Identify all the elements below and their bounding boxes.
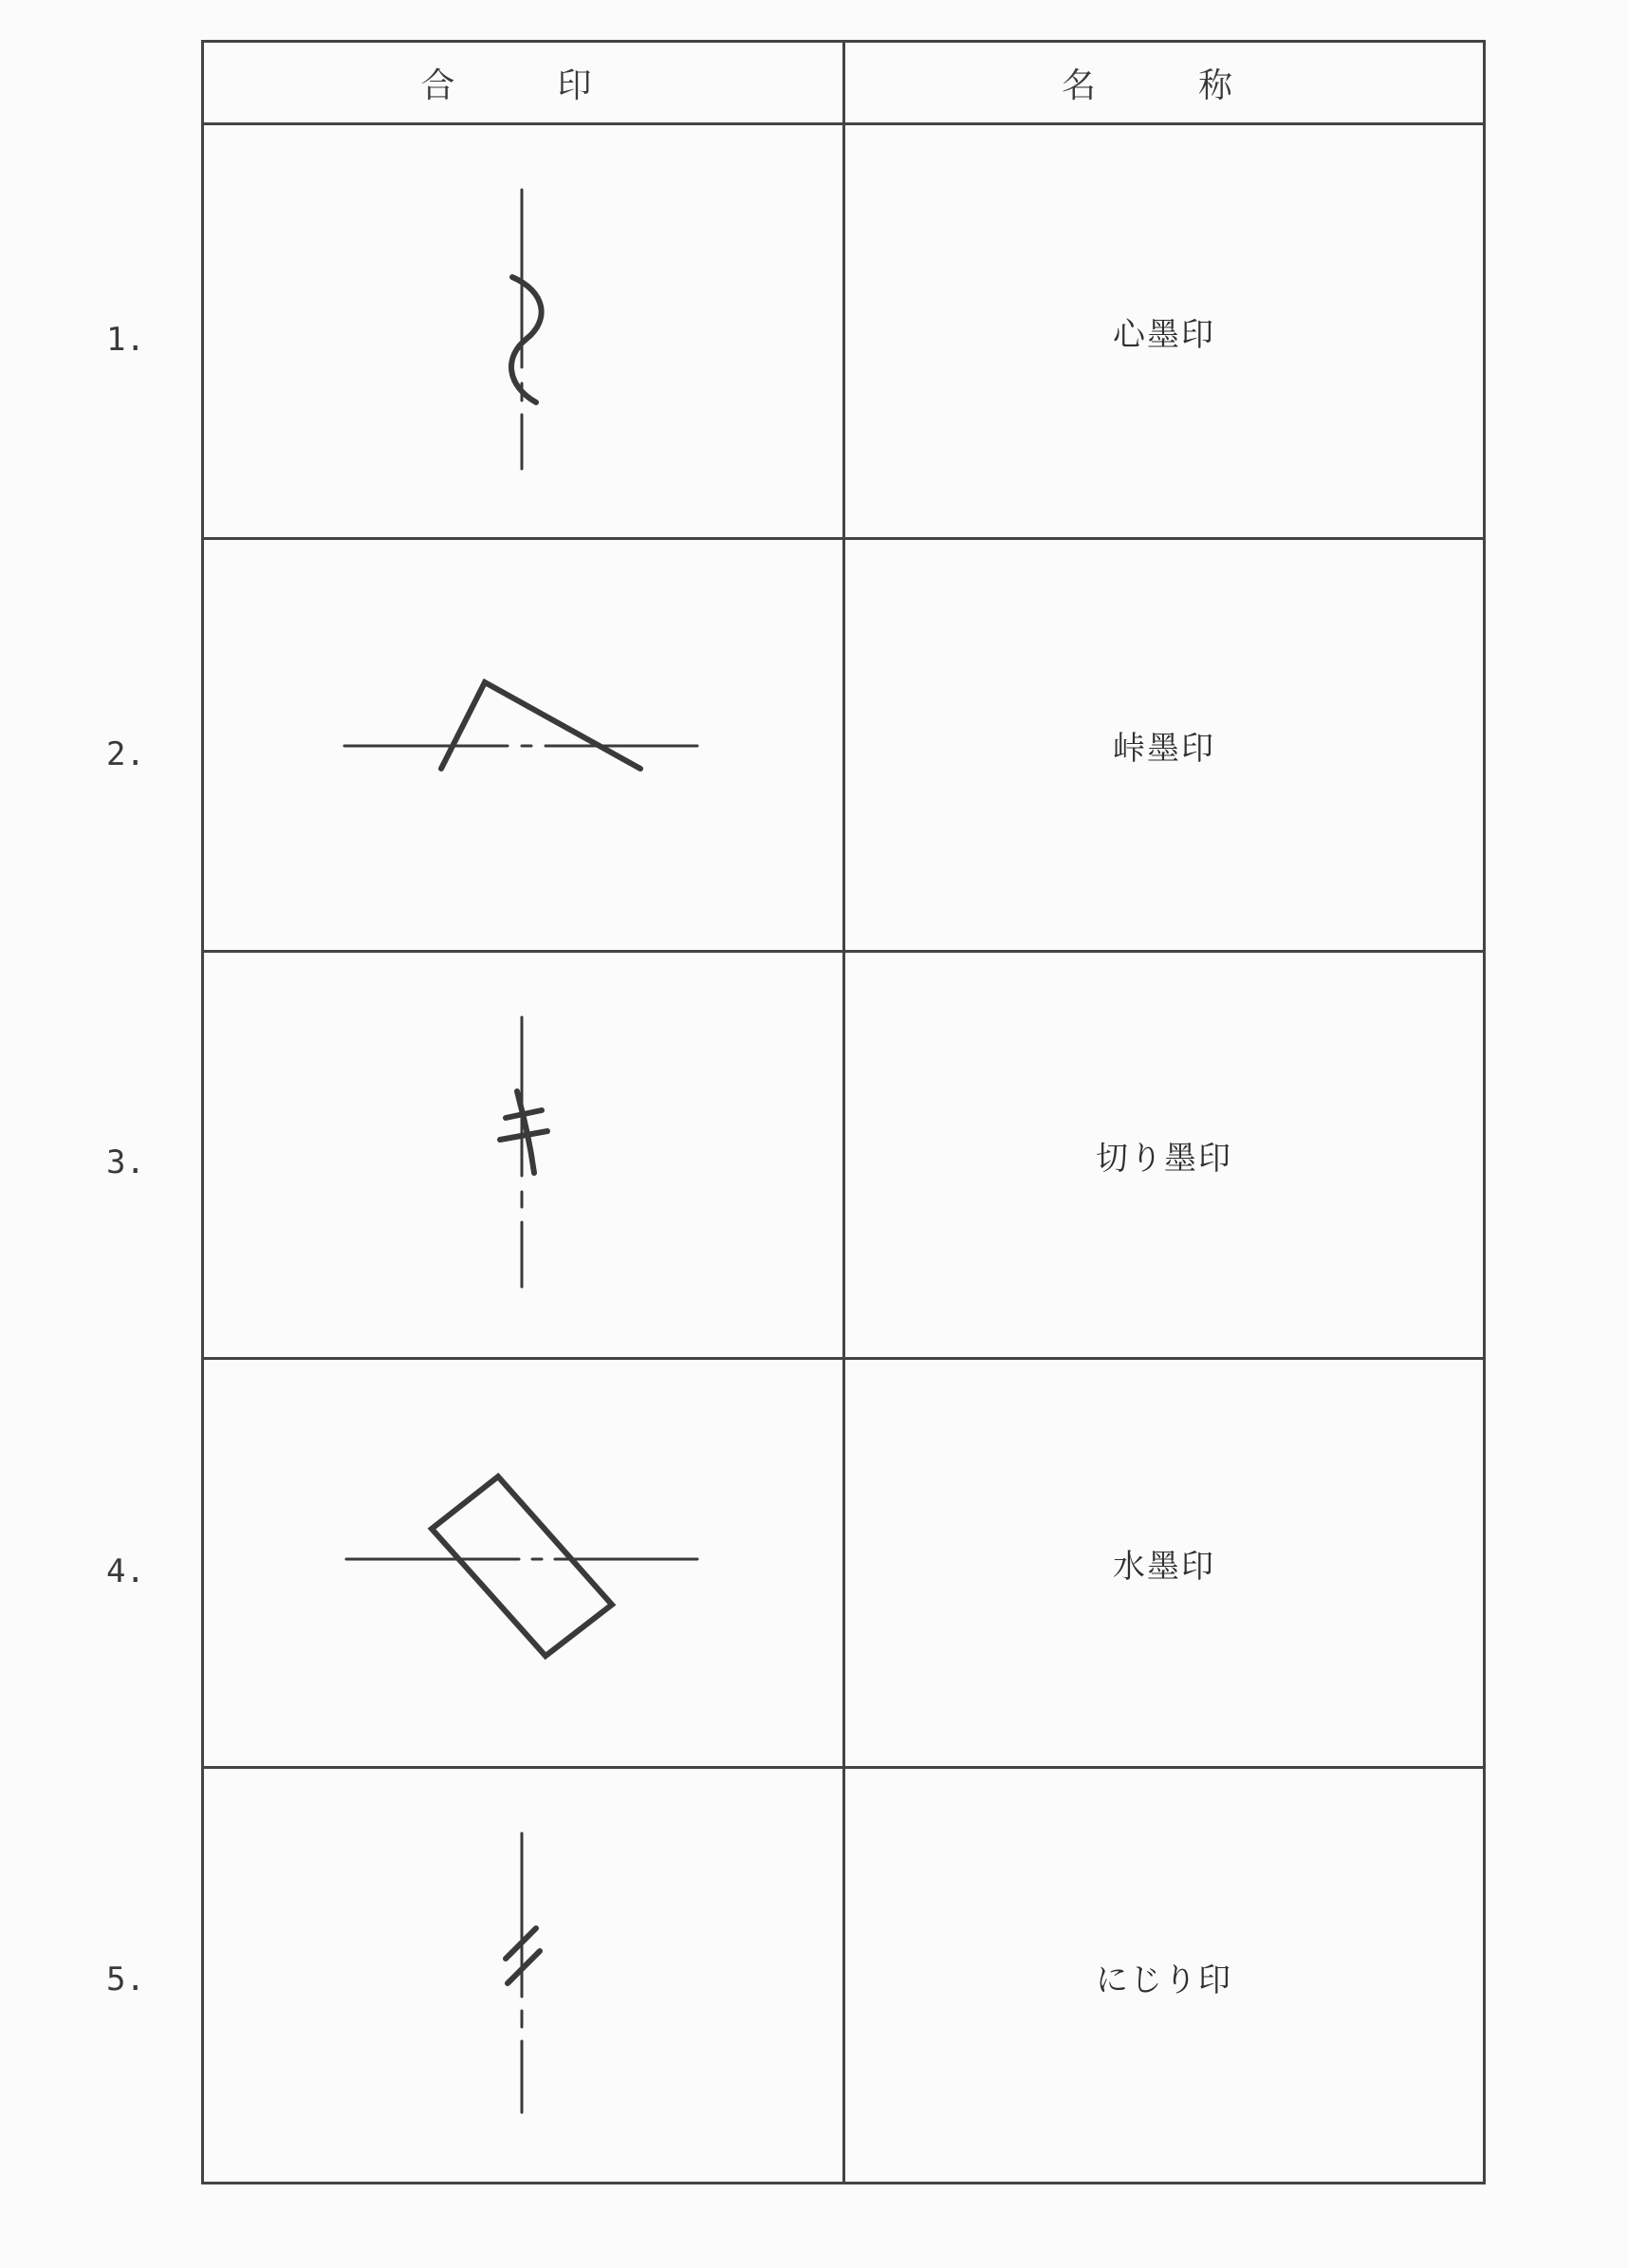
shift-mark-icon — [204, 1769, 842, 2184]
row-number-5: 5. — [106, 1961, 145, 1998]
name-cell: にじり印 — [1096, 1961, 1232, 1999]
name-cell: 峠墨印 — [1113, 729, 1215, 768]
header-name: 名 称 — [1061, 65, 1267, 105]
table-row — [204, 953, 1483, 1360]
symbol-cell — [204, 125, 842, 537]
table-row — [204, 1360, 1483, 1769]
ink-mark-table — [201, 40, 1486, 2184]
row-number-4: 4. — [106, 1552, 145, 1590]
row-number-1: 1. — [106, 321, 145, 359]
cut-ink-mark-icon — [204, 953, 842, 1357]
ridge-ink-mark-icon — [204, 540, 842, 950]
row-number-2: 2. — [106, 735, 145, 773]
table-header — [204, 43, 1483, 125]
symbol-cell — [204, 953, 842, 1357]
symbol-cell — [204, 1769, 842, 2184]
symbol-cell — [204, 540, 842, 950]
table-row — [204, 125, 1483, 540]
name-cell: 心墨印 — [1113, 315, 1215, 354]
table-row — [204, 540, 1483, 953]
name-cell: 切り墨印 — [1096, 1139, 1232, 1178]
symbol-cell — [204, 1360, 842, 1766]
header-symbol: 合 印 — [420, 65, 626, 105]
level-ink-mark-icon — [204, 1360, 842, 1766]
table-row — [204, 1769, 1483, 2184]
row-number-3: 3. — [106, 1143, 145, 1181]
name-cell: 水墨印 — [1113, 1547, 1215, 1586]
center-ink-mark-icon — [204, 125, 842, 537]
